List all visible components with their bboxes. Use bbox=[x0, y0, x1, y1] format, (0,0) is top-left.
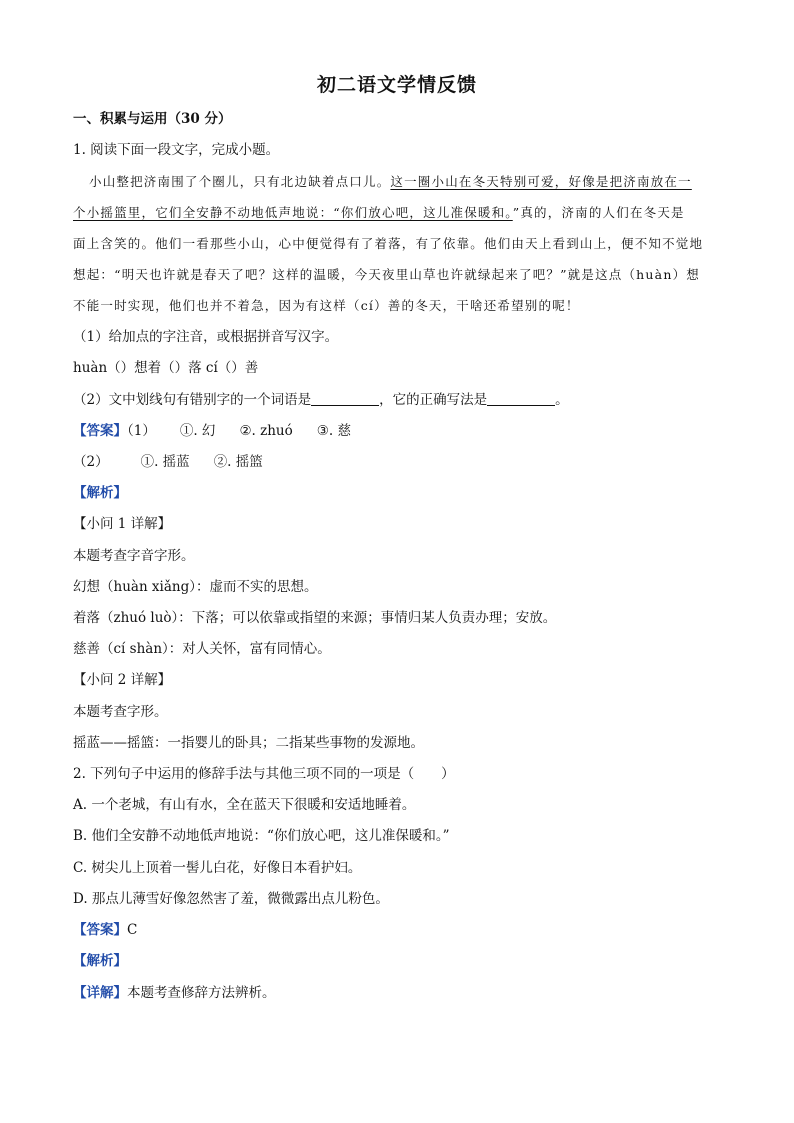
option-a: A. 一个老城，有山有水，全在蓝天下很暖和安适地睡着。 bbox=[73, 797, 416, 813]
option-c: C. 树尖儿上顶着一髻儿白花，好像日本看护妇。 bbox=[73, 860, 362, 876]
detail-1-line-2: 幻想（huàn xiǎng）：虚而不实的思想。 bbox=[73, 579, 318, 595]
underlined-sentence-cont: 个小摇篮里，它们全安静不动地低声地说：“你们放心吧，这儿准保暖和。 bbox=[73, 205, 513, 220]
section-heading: 一、积累与运用（30 分） bbox=[73, 111, 232, 127]
detail-1-heading: 【小问 1 详解】 bbox=[73, 516, 172, 532]
subquestion-2: （2）文中划线句有错别字的一个词语是 ，它的正确写法是 。 bbox=[73, 392, 569, 408]
detail-2-line-1: 本题考查字形。 bbox=[73, 704, 168, 720]
q2-answer-row bbox=[73, 921, 137, 939]
answer-label: 【答案】 bbox=[73, 423, 127, 439]
page-title: 初二语文学情反馈 bbox=[316, 74, 477, 96]
option-b: B. 他们全安静不动地低声地说：“你们放心吧，这儿准保暖和。” bbox=[73, 828, 450, 844]
question-1-stem: 1. 阅读下面一段文字，完成小题。 bbox=[73, 142, 280, 158]
detail-1-line-3: 着落（zhuó luò）：下落；可以依靠或指望的来源；事情归某人负责办理；安放。 bbox=[73, 610, 557, 626]
passage-line-3: 面上含笑的。他们一看那些小山，心中便觉得有了着落，有了依靠。他们由天上看到山上，便不知不觉地 bbox=[73, 236, 704, 251]
passage-line-5: 不能一时实现，他们也并不着急，因为有这样（cí）善的冬天，干啥还希望别的呢！ bbox=[73, 298, 580, 313]
q2-answer-value: C bbox=[127, 922, 138, 938]
q2-analysis-label: 【解析】 bbox=[73, 953, 127, 969]
subquestion-1-prompt: （1）给加点的字注音，或根据拼音写汉字。 bbox=[73, 329, 339, 345]
answer-row-2: （2） ①. 摇蓝 ②. 摇篮 bbox=[73, 454, 263, 470]
answer-row-1: 【答案】（1） ①. 幻 ②. zhuó ③. 慈 bbox=[73, 423, 351, 439]
passage-line-4: 想起：“明天也许就是春天了吧？这样的温暖，今天夜里山草也许就绿起来了吧？”就是这点（huàn）想 bbox=[73, 267, 700, 282]
q2-detail-label: 【详解】 bbox=[73, 985, 127, 1001]
question-2-stem: 2. 下列句子中运用的修辞手法与其他三项不同的一项是（ ） bbox=[73, 766, 455, 782]
q2-answer-label: 【答案】 bbox=[73, 922, 127, 938]
q2-detail-row: 【详解】本题考查修辞方法辨析。 bbox=[73, 985, 276, 1001]
detail-2-line-2: 摇蓝——摇篮：一指婴儿的卧具；二指某些事物的发源地。 bbox=[73, 735, 424, 751]
detail-1-line-1: 本题考查字音字形。 bbox=[73, 548, 195, 564]
detail-1-line-4: 慈善（cí shàn）：对人关怀，富有同情心。 bbox=[73, 641, 331, 657]
option-d: D. 那点儿薄雪好像忽然害了羞，微微露出点儿粉色。 bbox=[73, 891, 389, 907]
answer-blank-1 bbox=[311, 391, 379, 406]
detail-2-heading: 【小问 2 详解】 bbox=[73, 672, 172, 688]
passage-line-1: 小山整把济南围了个圈儿，只有北边缺着点口儿。这一圈小山在冬天特别可爱，好像是把济南放在一 bbox=[89, 174, 692, 189]
passage-line-2: 个小摇篮里，它们全安静不动地低声地说：“你们放心吧，这儿准保暖和。”真的，济南的人们在冬天是 bbox=[73, 205, 685, 220]
underlined-sentence: 这一圈小山在冬天特别可爱，好像是把济南放在一 bbox=[390, 174, 692, 189]
analysis-label: 【解析】 bbox=[73, 485, 127, 501]
answer-blank-2 bbox=[487, 391, 555, 406]
subquestion-1-items: huàn（）想着（）落 cí（）善 bbox=[73, 360, 259, 376]
